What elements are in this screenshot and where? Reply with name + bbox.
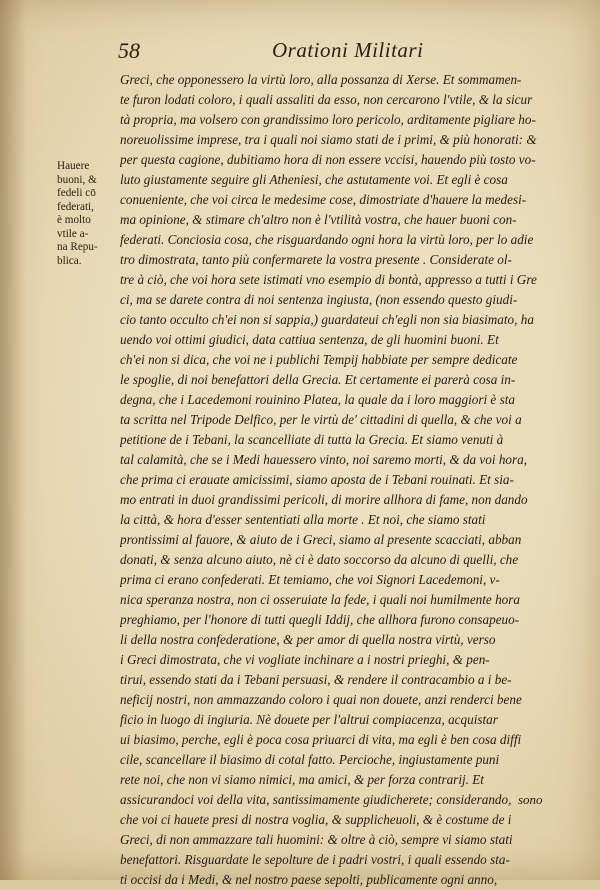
text-line: preghiamo, per l'honore di tutti quegli Iddij, che allhora furono consapeuo- <box>120 612 520 627</box>
margin-note-line: federati, <box>57 200 94 213</box>
page-header <box>118 34 558 64</box>
text-line: nica speranza nostra, non ci osseruiate la fede, i quali noi humilmente hora <box>120 592 520 607</box>
page-number: 58 <box>118 38 140 63</box>
margin-note-line: fedeli cō <box>57 187 96 199</box>
text-line: assicurandoci voi della vita, santissimamente giudicherete; considerando, <box>120 792 512 807</box>
text-line: donati, & senza alcuno aiuto, nè ci è dato soccorso da alcuno di quelli, che <box>120 552 519 567</box>
text-line: rete noi, che non vi siamo nimici, ma amici, & per forza contrarij. Et <box>120 772 484 787</box>
text-line: luto giustamente seguire gli Atheniesi, che astutamente voi. Et egli è cosa <box>120 172 508 187</box>
text-line: ci, ma se darete contra di noi sentenza ingiusta, (non essendo questo giudi- <box>120 292 518 307</box>
text-line: federati. Conciosia cosa, che risguardando ogni hora la virtù loro, per lo adie <box>120 232 534 247</box>
text-line: neficij nostri, non ammazzando coloro i quai non douete, anzi renderci bene <box>120 692 522 707</box>
text-line: la città, & hora d'esser sententiati alla morte . Et noi, che siamo stati <box>120 512 486 527</box>
text-line: mo entrati in duoi grandissimi pericoli, di morire allhora di fame, non dando <box>120 492 528 507</box>
text-line: conueniente, che voi circa le medesime cose, dimostriate d'hauere la medesi- <box>120 192 527 207</box>
text-line: li della nostra confederatione, & per amor di quella nostra virtù, verso <box>120 632 496 647</box>
text-line: ta scritta nel Tripode Delfico, per le virtù de' cittadini di quella, & che voi a <box>120 412 522 427</box>
margin-note-line: blica. <box>57 254 82 267</box>
text-line: ti occisi da i Medi, & nel nostro paese sepolti, publicamente ogni anno, <box>120 872 498 887</box>
text-line: tro dimostrata, tanto più confermarete la vostra presente . Considerate ol- <box>120 252 512 267</box>
text-line: degna, che i Lacedemoni rouinino Platea, la quale da i loro maggiori è sta <box>120 392 515 407</box>
page-gutter-shadow <box>0 0 26 880</box>
text-line: le spoglie, di noi benefattori della Grecia. Et certamente ei parerà cosa in- <box>120 372 516 387</box>
running-title: Orationi Militari <box>272 38 424 62</box>
text-line: tal calamità, che se i Medi hauessero vinto, noi saremo morti, & da voi hora, <box>120 452 528 467</box>
text-line: noreuolissime imprese, tra i quali noi siamo stati de i primi, & più honorati: & <box>120 132 537 147</box>
margin-note-line: è molto <box>57 214 91 226</box>
text-line: cile, scancellare il biasimo di cotal fatto. Percioche, ingiustamente puni <box>120 752 500 767</box>
margin-note-line: na Repu- <box>57 241 98 253</box>
text-line: che voi ci hauete presi di nostra voglia, & supplicheuoli, & è costume de i <box>120 812 512 827</box>
body-text <box>120 70 565 890</box>
text-line: ui biasimo, perche, egli è poca cosa priuarci di vita, ma egli è ben cosa diffi <box>120 732 522 747</box>
text-line: benefattori. Risguardate le sepolture de i padri vostri, i quali essendo sta- <box>120 852 510 867</box>
text-line: tirui, essendo stati da i Tebani persuasi, & rendere il contracambio a i be- <box>120 672 512 687</box>
text-line: uendo voi ottimi giudici, data cattiua sentenza, de gli huomini buoni. Et <box>120 332 499 347</box>
margin-note-line: Hauere <box>57 160 90 172</box>
text-line: ficio in luogo di ingiuria. Nè douete per l'altrui compiacenza, acquistar <box>120 712 498 727</box>
text-line: prima ci erano confederati. Et temiamo, che voi Signori Lacedemoni, v- <box>120 572 500 587</box>
text-line: i Greci dimostrata, che vi vogliate inchinare a i nostri prieghi, & pen- <box>120 652 490 667</box>
margin-note-line: vtile a- <box>57 227 89 240</box>
text-line: cio tanto occulto ch'ei non si sappia,) guardateui ch'egli non sia biasimato, ha <box>120 312 534 327</box>
text-line: tà propria, ma volsero con grandissimo loro pericolo, arditamente pigliare ho- <box>120 112 536 127</box>
text-line: te furon lodati coloro, i quali assaliti da esso, non cercarono l'vtile, & la sicur <box>120 92 533 107</box>
text-line: prontissimi al fauore, & aiuto de i Greci, siamo al presente scacciati, abban <box>120 532 522 547</box>
text-line: per questa cagione, dubitiamo hora di non essere vccisi, hauendo più tosto vo- <box>120 152 536 167</box>
text-line: che prima ci erauate amicissimi, siamo aposta de i Tebani rouinati. Et sia- <box>120 472 514 487</box>
text-line: tre à ciò, che voi hora sete istimati vno esempio di bontà, appresso a tutti i Gre <box>120 272 537 287</box>
catchword: sono <box>518 792 543 807</box>
text-line: Greci, che opponessero la virtù loro, alla possanza di Xerse. Et sommamen- <box>120 72 522 87</box>
margin-note <box>57 160 119 268</box>
text-line: Greci, di non ammazzare tali huomini: & oltre à ciò, sempre vi siamo stati <box>120 832 513 847</box>
text-line: petitione de i Tebani, la scancelliate di tutta la Grecia. Et siamo venuti à <box>120 432 504 447</box>
margin-note-line: buoni, & <box>57 173 97 186</box>
text-line: ch'ei non si dica, che voi ne i publichi Tempij habbiate per sempre dedicate <box>120 352 518 367</box>
text-line: ma opinione, & stimare ch'altro non è l'vtilità vostra, che hauer buoni con- <box>120 212 517 227</box>
